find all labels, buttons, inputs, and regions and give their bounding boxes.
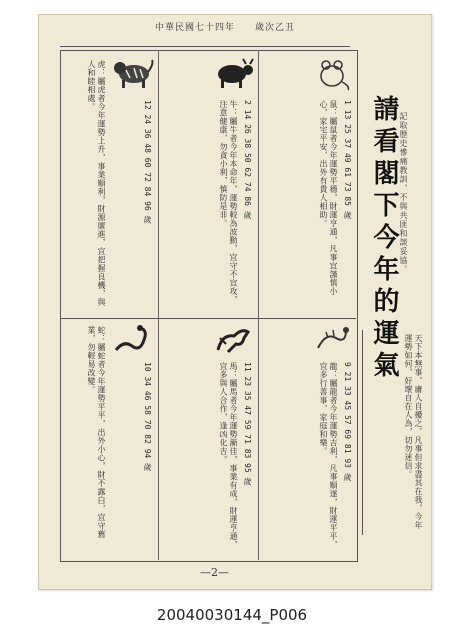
snake-section-text: 蛇：屬蛇者今年運勢平平，出外小心，財不露白，宜守舊業，勿輕易改變。 bbox=[87, 326, 106, 539]
rat-icon bbox=[312, 56, 352, 92]
snake-ages: 10 34 46 58 70 82 94 歲 bbox=[143, 362, 152, 472]
page-number: —2— bbox=[200, 566, 229, 579]
tiger-icon bbox=[112, 56, 154, 90]
page-header: 中華民國七十四年 歲次乙丑 bbox=[154, 23, 295, 33]
page-subtitle: 記取歷史慘痛教訓，不與共匪和談妥協。 bbox=[399, 112, 408, 274]
dragon-ages: 9 21 33 45 57 69 81 93 歲 bbox=[343, 362, 352, 481]
column-divider bbox=[158, 50, 159, 318]
header-rule bbox=[60, 46, 350, 47]
column-divider bbox=[258, 318, 259, 560]
right-note-text: 天下本無事，庸人自擾之。凡事但求盡其在我，今年運勢如何，好壞自在人為，切勿迷信。 bbox=[404, 334, 423, 530]
horse-ages: 11 23 35 47 59 71 83 95 歲 bbox=[243, 362, 252, 486]
horse-icon bbox=[212, 322, 254, 356]
tiger-ages: 12 24 36 48 60 72 84 96 歲 bbox=[143, 100, 152, 224]
dragon-section-text: 龍：屬龍者今年運勢吉利，凡事順遂，財運平平，宜多行善事，家庭和樂。 bbox=[319, 362, 338, 549]
ox-ages: 2 14 26 38 50 62 74 86 歲 bbox=[243, 100, 252, 219]
section-divider bbox=[60, 318, 356, 319]
snake-icon bbox=[112, 322, 152, 356]
tiger-section-text: 虎：屬虎者今年運勢上升，事業順利，財源廣進，宜把握良機，與人和睦相處。 bbox=[87, 60, 106, 307]
archive-caption: 20040030144_P006 bbox=[156, 606, 308, 624]
page-title: 請看閣下今年的運氣 bbox=[369, 95, 399, 383]
ox-icon bbox=[212, 56, 254, 90]
rat-section-text: 鼠：屬鼠者今年運勢平穩，財運亨通，凡事宜謹慎小心，家宅平安，出外有貴人相助。 bbox=[319, 100, 338, 296]
ox-section-text: 牛：屬牛者今年本命年，運勢較為波動，宜守不宜攻，注意健康，勿貪小利，慎防是非。 bbox=[219, 100, 238, 304]
column-divider bbox=[158, 318, 159, 560]
column-divider bbox=[258, 50, 259, 318]
dragon-icon bbox=[312, 322, 352, 356]
horse-section-text: 馬：屬馬者今年運勢漸佳，事業有成，財運亨通，宜多與人合作，逢凶化吉。 bbox=[219, 362, 238, 549]
right-note-column bbox=[362, 330, 427, 535]
rat-ages: 1 13 25 37 49 61 73 85 歲 bbox=[343, 100, 352, 219]
